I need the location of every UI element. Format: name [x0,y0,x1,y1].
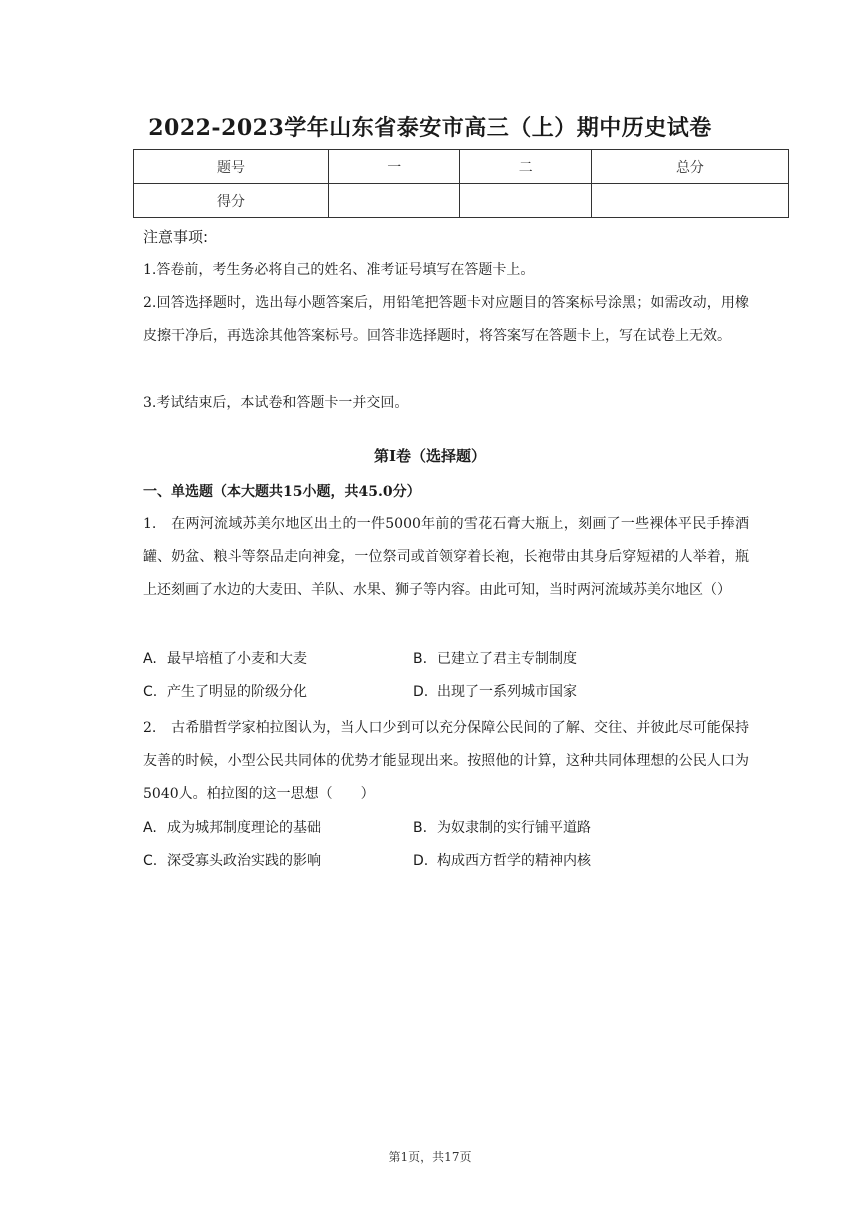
part-title: 一、单选题（本大题共15小题，共45.0分） [143,484,421,500]
score-row-label: 得分 [134,184,329,218]
score-table-header-row [134,150,789,184]
option-a[interactable] [143,814,321,842]
option-letter: B. [413,651,428,667]
score-cell [329,184,460,218]
score-header-cell: 二 [460,150,591,184]
option-c[interactable] [143,847,321,875]
notes-title: 注意事项: [143,228,209,246]
note-item-2: 2.回答选择题时，选出每小题答案后，用铅笔把答题卡对应题目的答案标号涂黑；如需改动，用橡皮擦干净后，再选涂其他答案标号。回答非选择题时，将答案写在答题卡上，写在试卷上无效。 [143,295,749,344]
score-cell [591,184,788,218]
option-letter: C. [143,853,158,869]
option-a[interactable] [143,645,307,673]
option-text: 已建立了君主专制制度 [437,651,577,667]
question-1 [143,508,749,607]
question-number: 2. [143,720,157,736]
option-text: 最早培植了小麦和大麦 [167,651,307,667]
question-text: 在两河流域苏美尔地区出土的一件5000年前的雪花石膏大瓶上，刻画了一些裸体平民手捧酒罐、奶盆、粮斗等祭品走向神龛，一位祭司或首领穿着长袍，长袍带由其身后穿短裙的人举着，瓶上还刻画了水边的大麦田、羊队、水果、狮子等内容。由此可知，当时两河流域苏美尔地区（） [143,516,749,598]
option-b[interactable] [413,645,577,673]
score-cell [460,184,591,218]
option-text: 成为城邦制度理论的基础 [167,820,321,836]
option-letter: A. [143,651,157,667]
question-2 [143,712,749,811]
score-table-score-row [134,184,789,218]
option-d[interactable] [413,678,577,706]
option-letter: C. [143,684,158,700]
question-number: 1. [143,516,157,532]
option-letter: D. [413,684,429,700]
option-text: 出现了一系列城市国家 [437,684,577,700]
score-header-cell: 一 [329,150,460,184]
page-footer: 第1页，共17页 [388,1150,472,1164]
option-text: 深受寡头政治实践的影响 [167,853,321,869]
note-item-1: 1.答卷前，考生务必将自己的姓名、准考证号填写在答题卡上。 [143,262,535,278]
option-b[interactable] [413,814,591,842]
question-text: 古希腊哲学家柏拉图认为，当人口少到可以充分保障公民间的了解、交往、并彼此尽可能保持友善的时候，小型公民共同体的优势才能显现出来。按照他的计算，这种共同体理想的公民人口为5040人。柏拉图的这一思想（ ） [143,720,749,802]
section-title: 第I卷（选择题） [373,447,487,465]
score-header-cell: 总分 [591,150,788,184]
option-letter: A. [143,820,157,836]
page-title: 2022-2023学年山东省泰安市高三（上）期中历史试卷 [148,115,712,141]
option-letter: D. [413,853,429,869]
option-text: 产生了明显的阶级分化 [167,684,307,700]
option-letter: B. [413,820,428,836]
score-table [133,149,789,218]
option-text: 构成西方哲学的精神内核 [437,853,591,869]
note-item-3: 3.考试结束后，本试卷和答题卡一并交回。 [143,395,409,411]
score-header-cell: 题号 [134,150,329,184]
option-text: 为奴隶制的实行铺平道路 [437,820,591,836]
option-d[interactable] [413,847,591,875]
option-c[interactable] [143,678,307,706]
